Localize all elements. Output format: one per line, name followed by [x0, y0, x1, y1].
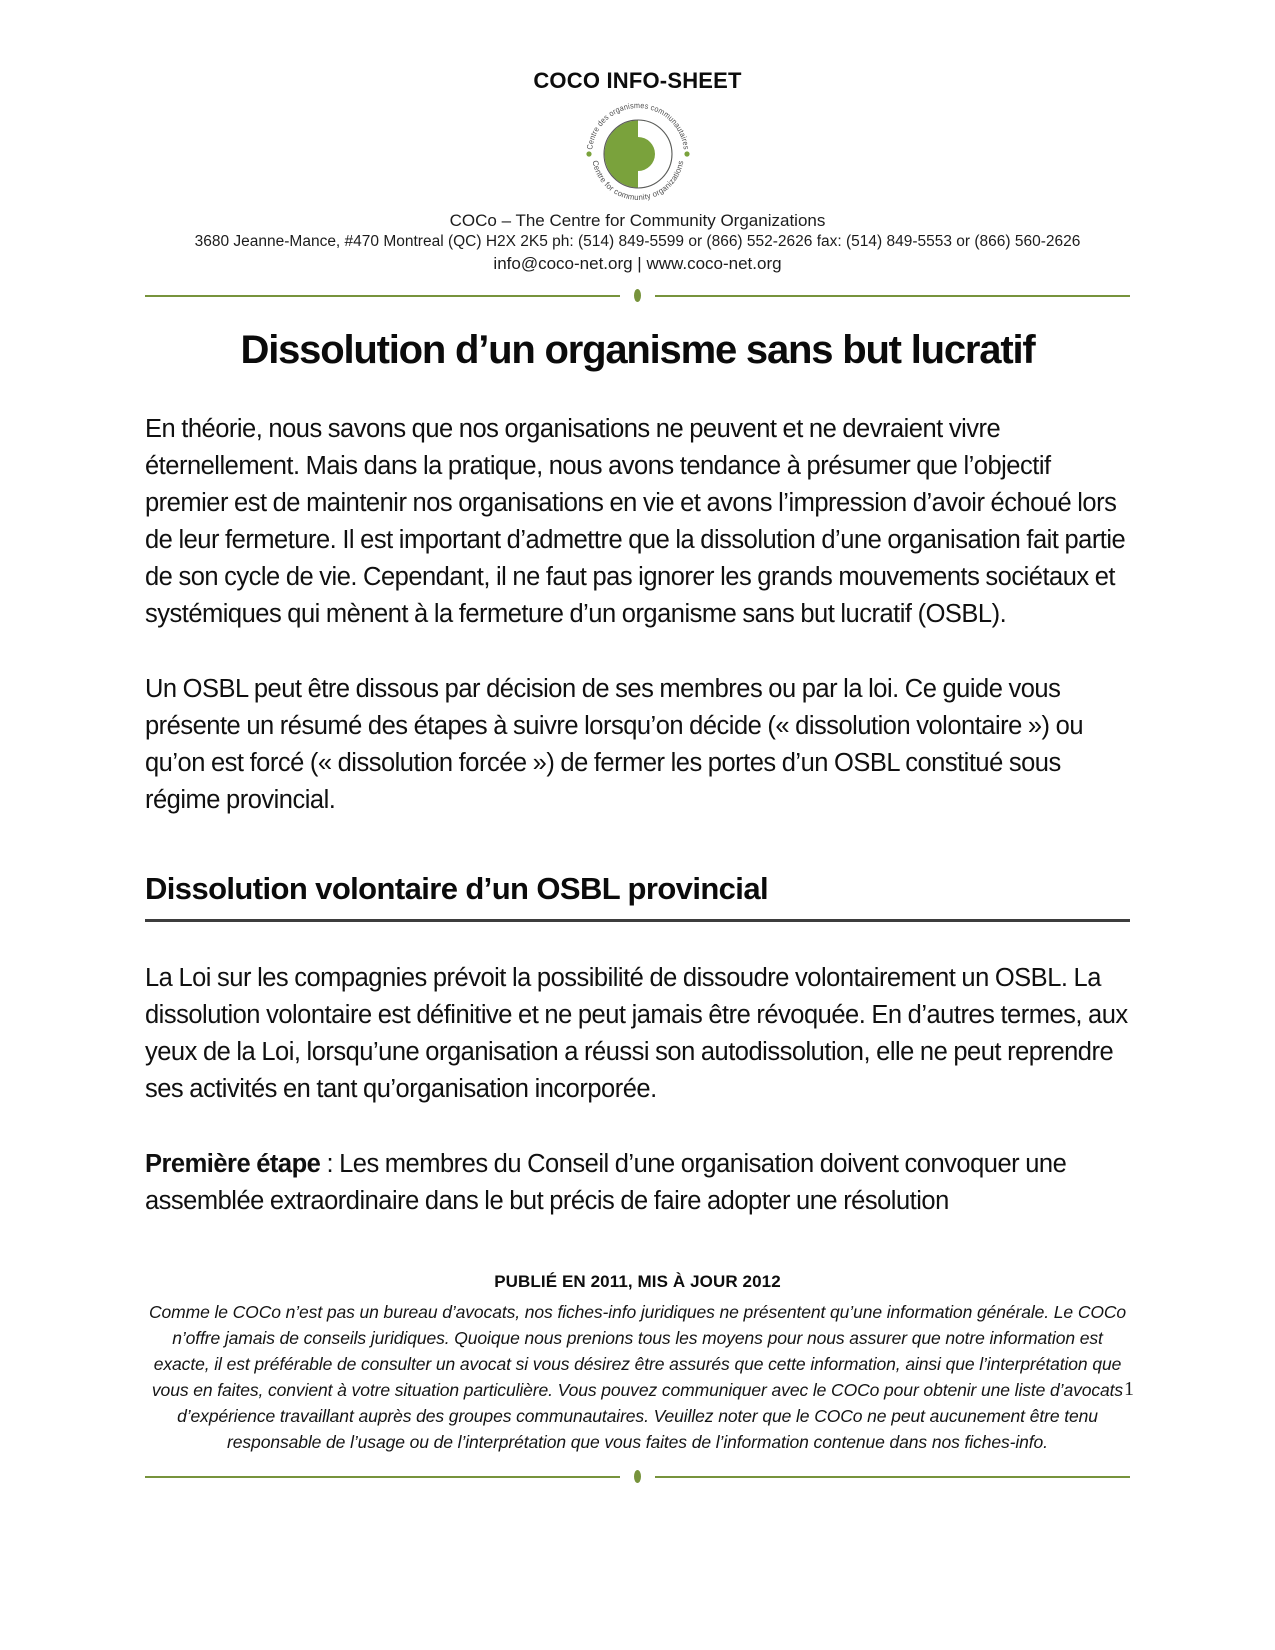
- divider-dot: [634, 1470, 641, 1483]
- coco-logo: [538, 98, 738, 210]
- divider-line-left: [145, 295, 620, 297]
- logo-bottom-arc-text: Centre for community organizations: [590, 159, 685, 203]
- document-title: Dissolution d’un organisme sans but lucratif: [240, 328, 1035, 373]
- divider-dot: [634, 289, 641, 302]
- body-paragraph-1: En théorie, nous savons que nos organisations ne peuvent et ne devraient vivre éternellement. Mais dans la pratique, nous avons tendance à présumer que l’objectif premier est de maintenir nos organisations en vie et avons l’impression d’avoir échoué lors de leur fermeture. Il est important d’admettre que la dissolution d’une organisation fait partie de son cycle de vie. Cependant, il ne faut pas ignorer les grands mouvements sociétaux et systémiques qui mènent à la fermeture d’un organisme sans but lucratif (OSBL).: [145, 415, 1126, 629]
- page-number: 1: [1124, 1378, 1134, 1400]
- logo-top-arc-text: Centre des organismes communautaires: [584, 100, 691, 151]
- divider-line-right: [655, 295, 1130, 297]
- footer-divider: [145, 1470, 1130, 1483]
- page-header: [0, 0, 1275, 302]
- coco-logo-icon: [538, 98, 738, 210]
- published-line: PUBLIÉ EN 2011, MIS À JOUR 2012: [494, 1272, 781, 1291]
- page-footer: [145, 1272, 1130, 1455]
- logo-left-dot: [586, 151, 591, 156]
- step-text: : Les membres du Conseil d’une organisation doivent convoquer une assemblée extraordinaire dans le but précis de faire adopter une résolution: [145, 1150, 1067, 1216]
- org-name: COCo – The Centre for Community Organizations: [449, 211, 826, 230]
- logo-right-dot: [684, 151, 689, 156]
- org-info: [0, 210, 1275, 275]
- divider-line-left: [145, 1476, 620, 1478]
- step-paragraph: [145, 1146, 1130, 1220]
- disclaimer-text: Comme le COCo n’est pas un bureau d’avocats, nos fiches-info juridiques ne présentent qu’une information générale. Le COCo n’offre jamais de conseils juridiques. Quoique nous prenions tous les moyens pour nous assurer que notre information est exacte, il est préférable de consulter un avocat si vous désirez être assurés que cette information, ainsi que l’interprétation que vous en faites, convient à votre situation particulière. Vous pouvez communiquer avec le COCo pour obtenir une liste d’avocats d’expérience travaillant auprès des groupes communautaires. Veuillez noter que le COCo ne peut aucunement être tenu responsable de l’usage ou de l’interprétation que vous faites de l’information contenue dans nos fiches-info.: [148, 1302, 1127, 1452]
- step-label: Première étape: [145, 1150, 321, 1179]
- section-paragraph: La Loi sur les compagnies prévoit la possibilité de dissoudre volontairement un OSBL. La dissolution volontaire est définitive et ne peut jamais être révoquée. En d’autres termes, aux yeux de la Loi, lorsqu’une organisation a réussi son autodissolution, elle ne peut reprendre ses activités en tant qu’organisation incorporée.: [145, 964, 1128, 1104]
- org-address: 3680 Jeanne-Mance, #470 Montreal (QC) H2X 2K5 ph: (514) 849-5599 or (866) 552-2626 fax: (514) 849-5553 or (866) 560-2626: [194, 233, 1081, 251]
- body-paragraph-2: Un OSBL peut être dissous par décision de ses membres ou par la loi. Ce guide vous présente un résumé des étapes à suivre lorsqu’on décide (« dissolution volontaire ») ou qu’on est forcé (« dissolution forcée ») de fermer les portes d’un OSBL constitué sous régime provincial.: [145, 675, 1084, 815]
- org-contact: info@coco-net.org | www.coco-net.org: [493, 253, 782, 273]
- divider-line-right: [655, 1476, 1130, 1478]
- section-heading: Dissolution volontaire d’un OSBL provincial: [145, 871, 1130, 922]
- header-divider: [145, 289, 1130, 302]
- infosheet-label: COCO INFO-SHEET: [533, 68, 742, 93]
